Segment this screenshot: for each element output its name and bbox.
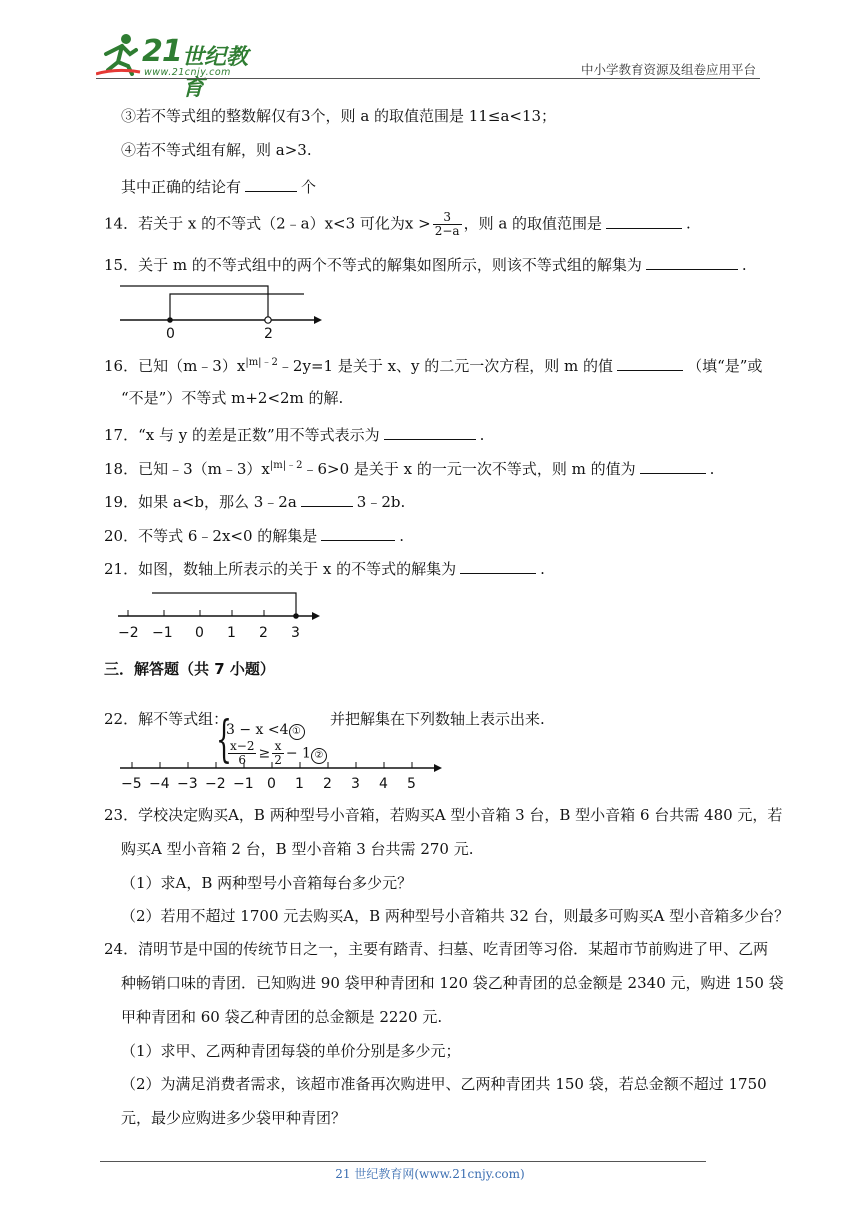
logo-url: www.21cnjy.com — [144, 67, 231, 78]
footer-text: 21 世纪教育网(www.21cnjy.com) — [335, 1167, 525, 1181]
answer-blank[interactable] — [245, 175, 297, 192]
site-logo — [96, 32, 266, 101]
q21-text: 21．如图，数轴上所表示的关于 x 的不等式的解集为 — [104, 560, 457, 578]
platform-name: 中小学教育资源及组卷应用平台 — [580, 62, 756, 77]
q14-numerator: 3 — [433, 211, 462, 225]
q22-label-neg3: −3 — [177, 776, 198, 792]
q14-denominator: 2−a — [434, 224, 460, 238]
q22-row1-marker: ① — [289, 724, 305, 740]
q15-label-0: 0 — [166, 326, 175, 342]
q16-exponent: |m|﹣2 — [245, 357, 278, 368]
q22-frac2-den: 2 — [274, 753, 282, 767]
question-18 — [104, 456, 714, 479]
q24-line-3: 甲种青团和 60 袋乙种青团的总金额是 2220 元. — [121, 1008, 443, 1026]
answer-blank[interactable] — [646, 253, 738, 270]
q13-conclusion — [121, 175, 316, 197]
question-15 — [104, 253, 747, 275]
q22-label-1: 1 — [295, 776, 304, 792]
q22-row2-marker: ② — [311, 748, 327, 764]
q18-text-b: ﹣6>0 是关于 x 的一元一次不等式，则 m 的值为 — [302, 460, 636, 478]
question-19 — [104, 490, 405, 512]
q22-label-neg2: −2 — [205, 776, 226, 792]
logo-21: 21 — [142, 34, 182, 69]
answer-blank[interactable] — [606, 212, 682, 229]
q15-end: . — [741, 256, 747, 274]
q22-row2-tail: − 1 — [285, 745, 311, 762]
q22-label-neg5: −5 — [121, 776, 142, 792]
q14-text-b: ，则 a 的取值范围是 — [463, 214, 603, 233]
answer-blank[interactable] — [384, 423, 476, 440]
q22-frac1-den: 6 — [238, 753, 247, 767]
q22-label-neg1: −1 — [233, 776, 254, 792]
question-17 — [104, 423, 484, 445]
q21-label-1: 1 — [227, 625, 236, 641]
q16-text-c: （填“是”或 — [687, 357, 763, 375]
answer-blank[interactable] — [321, 524, 395, 541]
q19-text-a: 19．如果 a<b，那么 3﹣2a — [104, 493, 297, 511]
header-divider — [96, 78, 760, 79]
q22-frac2-num: x — [272, 740, 284, 754]
q13-tail-a: 其中正确的结论有 — [121, 178, 242, 196]
q22-geq: ≥ — [258, 745, 271, 762]
q15-label-2: 2 — [264, 326, 273, 342]
q21-label-0: 0 — [195, 625, 204, 641]
q23-line-2: 购买A 型小音箱 2 台，B 型小音箱 3 台共需 270 元. — [121, 840, 474, 858]
q22-label-0: 0 — [267, 776, 276, 792]
q20-end: . — [399, 527, 405, 545]
system-brace: { — [216, 710, 232, 768]
q16-text-b: ﹣2y=1 是关于 x、y 的二元一次方程，则 m 的值 — [277, 357, 614, 375]
q21-end: . — [540, 560, 545, 578]
q21-label-neg1: −1 — [152, 625, 173, 641]
question-22 — [104, 709, 228, 729]
q22-instruction: 并把解集在下列数轴上表示出来. — [330, 710, 545, 728]
section-heading: 三．解答题（共 7 小题） — [104, 660, 275, 678]
q16-text-a: 16．已知（m﹣3）x — [104, 357, 246, 375]
answer-blank[interactable] — [301, 490, 353, 507]
q18-exponent: |m|﹣2 — [269, 460, 303, 471]
q22-label-neg4: −4 — [149, 776, 170, 792]
q23-part-2: （2）若用不超过 1700 元去购买A，B 两种型号小音箱共 32 台，则最多可购买A 型小音箱多少台？ — [121, 907, 790, 925]
q13-choice-3: ③若不等式组的整数解仅有3个，则 a 的取值范围是 11≤a<13； — [121, 107, 557, 125]
answer-blank[interactable] — [617, 354, 683, 371]
question-21 — [104, 557, 545, 579]
q21-label-neg2: −2 — [118, 625, 139, 641]
q21-label-3: 3 — [291, 625, 300, 641]
q14-fraction — [433, 211, 462, 238]
logo-text: 世纪教育 — [182, 45, 249, 101]
question-14 — [104, 211, 691, 238]
q22-frac1-num: x−2 — [230, 739, 255, 753]
q22-row1-text: 3 − x <4 — [226, 722, 289, 738]
q22-row-1 — [226, 722, 305, 740]
q24-line-1: 24．清明节是中国的传统节日之一，主要有踏青、扫墓、吃青团等习俗．某超市节前购进了甲、乙两 — [104, 940, 769, 958]
q22-label-2: 2 — [323, 776, 332, 792]
q20-text: 20．不等式 6﹣2x<0 的解集是 — [104, 527, 318, 545]
q13-tail-b: 个 — [301, 178, 317, 196]
q13-choice-4: ④若不等式组有解，则 a>3. — [121, 141, 312, 159]
q24-part-2-cont: 元，最少应购进多少袋甲种青团？ — [121, 1109, 347, 1127]
q19-text-b: 3﹣2b. — [356, 493, 406, 511]
answer-blank[interactable] — [460, 557, 536, 574]
q15-text: 15．关于 m 的不等式组中的两个不等式的解集如图所示，则该不等式组的解集为 — [104, 256, 642, 274]
q22-label-3: 3 — [351, 776, 360, 792]
q17-text: 17．“x 与 y 的差是正数”用不等式表示为 — [104, 426, 380, 444]
answer-blank[interactable] — [640, 457, 706, 474]
q22-label-5: 5 — [407, 776, 416, 792]
q24-part-2: （2）为满足消费者需求，该超市准备再次购进甲、乙两种青团共 150 袋，若总金额不超过 1750 — [121, 1075, 767, 1093]
q22-label-4: 4 — [379, 776, 388, 792]
q14-end: . — [686, 214, 691, 233]
runner-icon — [96, 32, 142, 76]
q21-number-line — [116, 588, 326, 644]
q23-line-1: 23．学校决定购买A，B 两种型号小音箱，若购买A 型小音箱 3 台，B 型小音箱 6 台共需 480 元，若 — [104, 806, 783, 824]
q24-line-2: 种畅销口味的青团．已知购进 90 袋甲种青团和 120 袋乙种青团的总金额是 2340 元，购进 150 袋 — [121, 974, 784, 992]
q18-end: . — [709, 460, 715, 478]
question-16 — [104, 353, 762, 376]
q15-number-line — [118, 280, 328, 344]
q18-text-a: 18．已知﹣3（m﹣3）x — [104, 460, 270, 478]
q22-text-a: 22．解不等式组： — [104, 710, 229, 728]
footer-divider — [100, 1161, 706, 1162]
q22-number-line — [118, 758, 448, 798]
q17-end: . — [479, 426, 485, 444]
q16-line-2: “不是”）不等式 m+2<2m 的解. — [121, 389, 344, 407]
q23-part-1: （1）求A，B 两种型号小音箱每台多少元？ — [121, 874, 413, 892]
q24-part-1: （1）求甲、乙两种青团每袋的单价分别是多少元； — [121, 1042, 461, 1060]
question-20 — [104, 524, 404, 546]
q21-label-2: 2 — [259, 625, 268, 641]
q14-text-a: 14．若关于 x 的不等式（2﹣a）x<3 可化为x > — [104, 214, 431, 233]
